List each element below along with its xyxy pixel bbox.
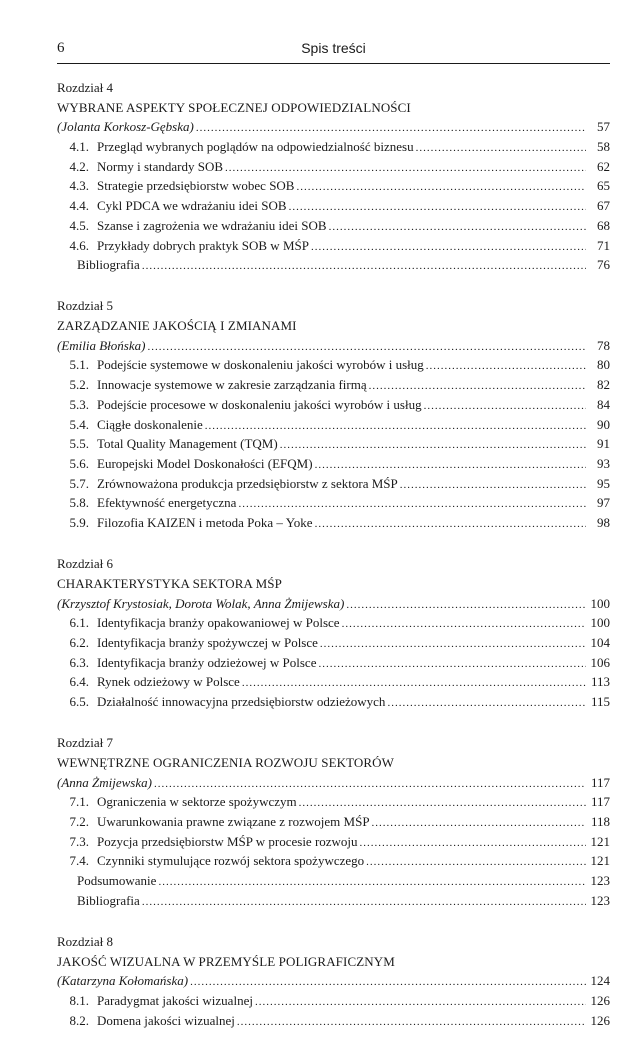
section-number: 4.2. bbox=[69, 158, 89, 174]
section-title: Identyfikacja branży opakowaniowej w Polsce bbox=[97, 615, 340, 631]
dot-leader bbox=[318, 655, 586, 675]
section-number: 8.1. bbox=[69, 992, 89, 1008]
page-number: 97 bbox=[597, 495, 610, 511]
page-number: 93 bbox=[597, 455, 610, 471]
page-number: 117 bbox=[590, 794, 610, 810]
toc-section-entry bbox=[57, 355, 610, 375]
page-number: 80 bbox=[597, 357, 610, 373]
dot-leader bbox=[372, 814, 586, 834]
page-header bbox=[57, 40, 610, 62]
chapter-label: Rozdział 8 bbox=[57, 933, 113, 949]
header-rule bbox=[57, 63, 610, 64]
toc-section-entry bbox=[57, 513, 610, 533]
toc-section-entry bbox=[57, 1011, 610, 1031]
chapter-author-entry bbox=[57, 594, 610, 614]
section-title: Filozofia KAIZEN i metoda Poka – Yoke bbox=[97, 514, 313, 530]
section-title: Ograniczenia w sektorze spożywczym bbox=[97, 794, 297, 810]
section-title: Domena jakości wizualnej bbox=[97, 1012, 235, 1028]
section-number: 8.2. bbox=[69, 1012, 89, 1028]
page-number: 115 bbox=[590, 693, 610, 709]
section-title: Identyfikacja branży spożywczej w Polsce bbox=[97, 634, 318, 650]
toc-section-entry bbox=[57, 216, 610, 236]
chapter-title: WEWNĘTRZNE OGRANICZENIA ROZWOJU SEKTORÓW bbox=[57, 754, 395, 770]
section-title: Bibliografia bbox=[77, 257, 140, 273]
section-title: Paradygmat jakości wizualnej bbox=[97, 992, 253, 1008]
toc-section-entry bbox=[57, 434, 610, 454]
chapter-label: Rozdział 7 bbox=[57, 735, 113, 751]
page-number: 113 bbox=[590, 674, 610, 690]
page-number: 123 bbox=[590, 892, 610, 908]
section-title: Podejście procesowe w doskonaleniu jakości wyrobów i usług bbox=[97, 396, 422, 412]
dot-leader bbox=[280, 436, 586, 456]
chapter-author-entry bbox=[57, 773, 610, 793]
section-title: Czynniki stymulujące rozwój sektora spożywczego bbox=[97, 853, 365, 869]
chapter-title: ZARZĄDZANIE JAKOŚCIĄ I ZMIANAMI bbox=[57, 318, 297, 334]
section-number: 5.9. bbox=[69, 514, 89, 530]
dot-leader bbox=[360, 834, 586, 854]
toc-section-entry bbox=[57, 851, 610, 871]
chapter-author-entry bbox=[57, 336, 610, 356]
section-number: 7.3. bbox=[69, 833, 89, 849]
section-number: 5.2. bbox=[69, 377, 89, 393]
page-number: 67 bbox=[597, 198, 610, 214]
section-title: Podejście systemowe w doskonaleniu jakości wyrobów i usług bbox=[97, 357, 424, 373]
page-number: 100 bbox=[590, 595, 610, 611]
toc-section-entry bbox=[57, 991, 610, 1011]
section-number: 5.4. bbox=[69, 416, 89, 432]
section-number: 4.1. bbox=[69, 139, 89, 155]
section-number: 5.8. bbox=[69, 495, 89, 511]
page-number: 76 bbox=[597, 257, 610, 273]
toc-section-entry bbox=[57, 493, 610, 513]
section-title: Pozycja przedsiębiorstw MŚP w procesie rozwoju bbox=[97, 833, 358, 849]
toc-section-entry bbox=[57, 653, 610, 673]
section-title: Europejski Model Doskonałości (EFQM) bbox=[97, 455, 313, 471]
chapter-label: Rozdział 6 bbox=[57, 556, 113, 572]
toc-extra-entry bbox=[57, 255, 610, 275]
section-title: Ciągłe doskonalenie bbox=[97, 416, 203, 432]
toc-extra-entry bbox=[57, 891, 610, 911]
page-number: 78 bbox=[597, 337, 610, 353]
toc-section-entry bbox=[57, 613, 610, 633]
page-number: 121 bbox=[590, 833, 610, 849]
dot-leader bbox=[142, 893, 586, 913]
toc-extra-entry bbox=[57, 871, 610, 891]
author-names: (Emilia Błońska) bbox=[57, 337, 146, 353]
section-title: Innowacje systemowe w zakresie zarządzania firmą bbox=[97, 377, 367, 393]
page-number: 65 bbox=[597, 178, 610, 194]
section-number: 5.5. bbox=[69, 436, 89, 452]
section-number: 4.6. bbox=[69, 237, 89, 253]
chapter-block bbox=[57, 296, 610, 532]
dot-leader bbox=[426, 357, 586, 377]
dot-leader bbox=[158, 873, 586, 893]
dot-leader bbox=[289, 198, 586, 218]
dot-leader bbox=[255, 993, 586, 1013]
running-title: Spis treści bbox=[301, 40, 366, 56]
chapter-block bbox=[57, 554, 610, 712]
page-number: 57 bbox=[597, 119, 610, 135]
page-number: 100 bbox=[590, 615, 610, 631]
author-names: (Jolanta Korkosz-Gębska) bbox=[57, 119, 194, 135]
dot-leader bbox=[400, 476, 586, 496]
page-number: 84 bbox=[597, 396, 610, 412]
author-names: (Anna Żmijewska) bbox=[57, 774, 152, 790]
toc-section-entry bbox=[57, 454, 610, 474]
toc-section-entry bbox=[57, 812, 610, 832]
dot-leader bbox=[320, 635, 586, 655]
page-number: 62 bbox=[597, 158, 610, 174]
toc-section-entry bbox=[57, 474, 610, 494]
toc-section-entry bbox=[57, 157, 610, 177]
section-number: 7.2. bbox=[69, 813, 89, 829]
section-title: Normy i standardy SOB bbox=[97, 158, 224, 174]
section-title: Podsumowanie bbox=[77, 872, 157, 888]
section-number: 6.2. bbox=[69, 634, 89, 650]
chapter-block bbox=[57, 733, 610, 910]
section-number: 5.7. bbox=[69, 475, 89, 491]
page-number: 126 bbox=[590, 1012, 610, 1028]
dot-leader bbox=[387, 694, 586, 714]
section-title: Cykl PDCA we wdrażaniu idei SOB bbox=[97, 198, 287, 214]
page-number: 104 bbox=[590, 634, 610, 650]
toc-section-entry bbox=[57, 832, 610, 852]
section-title: Działalność innowacyjna przedsiębiorstw odzieżowych bbox=[97, 693, 386, 709]
section-number: 7.1. bbox=[69, 794, 89, 810]
section-number: 6.5. bbox=[69, 693, 89, 709]
section-number: 4.5. bbox=[69, 217, 89, 233]
chapter-label: Rozdział 4 bbox=[57, 80, 113, 95]
section-number: 4.3. bbox=[69, 178, 89, 194]
author-names: (Krzysztof Krystosiak, Dorota Wolak, Anna Żmijewska) bbox=[57, 595, 345, 611]
chapter-title: CHARAKTERYSTYKA SEKTORA MŚP bbox=[57, 575, 282, 591]
page-number: 91 bbox=[597, 436, 610, 452]
section-title: Strategie przedsiębiorstw wobec SOB bbox=[97, 178, 295, 194]
page-number: 71 bbox=[597, 237, 610, 253]
page-number: 68 bbox=[597, 217, 610, 233]
author-names: (Katarzyna Kołomańska) bbox=[57, 973, 189, 989]
section-title: Bibliografia bbox=[77, 892, 140, 908]
page-number: 123 bbox=[590, 872, 610, 888]
dot-leader bbox=[311, 238, 586, 258]
section-number: 7.4. bbox=[69, 853, 89, 869]
chapter-block bbox=[57, 78, 610, 275]
section-title: Szanse i zagrożenia we wdrażaniu idei SOB bbox=[97, 217, 327, 233]
section-title: Uwarunkowania prawne związane z rozwojem MŚP bbox=[97, 813, 370, 829]
page-number: 6 bbox=[57, 40, 65, 56]
toc-section-entry bbox=[57, 692, 610, 712]
page-number: 106 bbox=[590, 654, 610, 670]
chapter-label: Rozdział 5 bbox=[57, 298, 113, 314]
page-number: 117 bbox=[590, 774, 610, 790]
page-number: 118 bbox=[590, 813, 610, 829]
page-number: 90 bbox=[597, 416, 610, 432]
dot-leader bbox=[416, 139, 586, 159]
section-number: 6.1. bbox=[69, 615, 89, 631]
dot-leader bbox=[424, 397, 586, 417]
section-title: Przegląd wybranych poglądów na odpowiedzialność biznesu bbox=[97, 139, 414, 155]
page-number: 124 bbox=[590, 973, 610, 989]
chapter-title: JAKOŚĆ WIZUALNA W PRZEMYŚLE POLIGRAFICZNYM bbox=[57, 953, 395, 969]
toc-section-entry bbox=[57, 137, 610, 157]
section-number: 4.4. bbox=[69, 198, 89, 214]
section-number: 5.6. bbox=[69, 455, 89, 471]
dot-leader bbox=[315, 515, 586, 535]
table-of-contents bbox=[57, 78, 610, 1052]
toc-section-entry bbox=[57, 236, 610, 256]
section-title: Rynek odzieżowy w Polsce bbox=[97, 674, 240, 690]
section-title: Identyfikacja branży odzieżowej w Polsce bbox=[97, 654, 317, 670]
section-number: 5.1. bbox=[69, 357, 89, 373]
page-number: 126 bbox=[590, 992, 610, 1008]
section-title: Zrównoważona produkcja przedsiębiorstw z sektora MŚP bbox=[97, 475, 398, 491]
section-title: Efektywność energetyczna bbox=[97, 495, 237, 511]
dot-leader bbox=[366, 853, 586, 873]
dot-leader bbox=[296, 178, 586, 198]
toc-section-entry bbox=[57, 792, 610, 812]
section-number: 6.3. bbox=[69, 654, 89, 670]
chapter-title: WYBRANE ASPEKTY SPOŁECZNEJ ODPOWIEDZIALNOŚCI bbox=[57, 99, 411, 115]
chapter-block bbox=[57, 932, 610, 1030]
dot-leader bbox=[342, 615, 586, 635]
toc-section-entry bbox=[57, 176, 610, 196]
dot-leader bbox=[142, 257, 586, 277]
chapter-author-entry bbox=[57, 117, 610, 137]
section-number: 5.3. bbox=[69, 396, 89, 412]
page-number: 121 bbox=[590, 853, 610, 869]
page-number: 58 bbox=[597, 139, 610, 155]
toc-section-entry bbox=[57, 375, 610, 395]
toc-section-entry bbox=[57, 633, 610, 653]
section-title: Przykłady dobrych praktyk SOB w MŚP bbox=[97, 237, 309, 253]
toc-section-entry bbox=[57, 395, 610, 415]
toc-section-entry bbox=[57, 415, 610, 435]
toc-section-entry bbox=[57, 672, 610, 692]
page-number: 95 bbox=[597, 475, 610, 491]
page-number: 82 bbox=[597, 377, 610, 393]
dot-leader bbox=[329, 218, 586, 238]
section-title: Total Quality Management (TQM) bbox=[97, 436, 278, 452]
toc-section-entry bbox=[57, 196, 610, 216]
section-number: 6.4. bbox=[69, 674, 89, 690]
chapter-author-entry bbox=[57, 971, 610, 991]
page-number: 98 bbox=[597, 514, 610, 530]
dot-leader bbox=[237, 1013, 586, 1033]
dot-leader bbox=[346, 596, 586, 616]
